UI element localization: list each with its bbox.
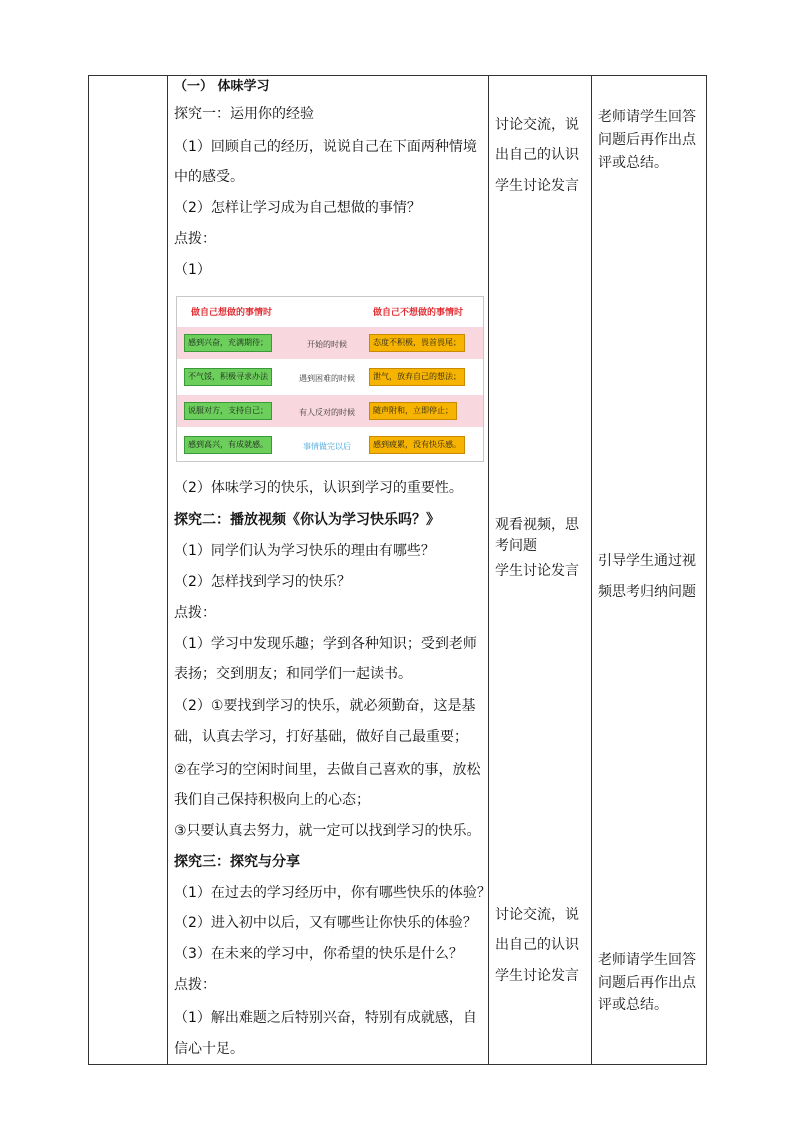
figure-row-left: 不气馁，积极寻求办法 — [184, 368, 272, 386]
figure-row-middle: 事情做完以后 — [303, 442, 351, 451]
explore1-question1-line2: 中的感受。 — [174, 169, 244, 185]
hint-number-1: （1） — [174, 262, 211, 278]
table-border-top — [88, 75, 706, 76]
teacher-note-1-line2: 问题后再作出点 — [598, 132, 696, 148]
explore1-question1-line1: （1）回顾自己的经历，说说自己在下面两种情境 — [174, 139, 477, 155]
student-activity-3-line3: 学生讨论发言 — [495, 968, 579, 984]
figure-row — [177, 395, 483, 427]
comparison-figure — [176, 296, 484, 462]
section-title: （一） 体味学习 — [174, 79, 270, 94]
explore2-hint-label: 点拨： — [174, 605, 216, 621]
explore3-hint-label: 点拨： — [174, 977, 216, 993]
figure-header-right: 做自己不想做的事情时 — [373, 308, 464, 318]
teacher-note-2-line2: 频思考归纳问题 — [598, 584, 696, 600]
student-activity-1-line2: 出自己的认识 — [495, 147, 579, 163]
explore3-hint1-line1: （1）解出难题之后特别兴奋，特别有成就感，自 — [174, 1010, 477, 1026]
table-border-left — [88, 75, 89, 1065]
explore3-question2: （2）进入初中以后，又有哪些让你快乐的体验？ — [174, 915, 477, 931]
explore2-title: 探究二：播放视频《你认为学习快乐吗？》 — [174, 512, 440, 528]
teacher-note-1-line1: 老师请学生回答 — [598, 109, 696, 125]
explore2-hint2-line1: （2）①要找到学习的快乐，就必须勤奋，这是基 — [174, 698, 476, 714]
table-border-bottom — [88, 1064, 706, 1065]
explore2-hint2-line3: ②在学习的空闲时间里，去做自己喜欢的事，放松 — [174, 762, 481, 778]
column-divider-2 — [488, 75, 489, 1065]
explore1-question2: （2）怎样让学习成为自己想做的事情？ — [174, 200, 421, 216]
teacher-note-3-line2: 问题后再作出点 — [598, 975, 696, 991]
figure-row — [177, 361, 483, 393]
teacher-note-3-line3: 评或总结。 — [598, 997, 668, 1013]
teacher-note-2-line1: 引导学生通过视 — [598, 553, 696, 569]
figure-row-left: 说服对方，支持自己； — [184, 402, 272, 420]
explore1-title: 探究一：运用你的经验 — [174, 106, 314, 122]
figure-row-left: 感到高兴，有成就感。 — [184, 436, 272, 454]
student-activity-2-line1: 观看视频，思 — [495, 517, 579, 533]
explore2-hint2-line4: 我们自己保持积极向上的心态； — [174, 792, 370, 808]
figure-row-right: 随声附和，立即停止； — [369, 402, 457, 420]
student-activity-3-line1: 讨论交流，说 — [495, 907, 579, 923]
figure-row-right: 态度不积极，畏首畏尾； — [369, 334, 465, 352]
figure-row-middle: 遇到困难的时候 — [299, 374, 355, 383]
explore2-question2: （2）怎样找到学习的快乐？ — [174, 574, 351, 590]
figure-row-middle: 有人反对的时候 — [299, 408, 355, 417]
hint-2: （2）体味学习的快乐，认识到学习的重要性。 — [174, 480, 463, 496]
student-activity-2-line3: 学生讨论发言 — [495, 563, 579, 579]
explore2-hint1-line2: 表扬；交到朋友；和同学们一起读书。 — [174, 666, 412, 682]
explore2-hint2-line2: 础，认真去学习，打好基础，做好自己最重要； — [174, 729, 468, 745]
figure-row-right: 感到疲累，没有快乐感。 — [369, 436, 465, 454]
student-activity-1-line1: 讨论交流，说 — [495, 117, 579, 133]
explore3-hint1-line2: 信心十足。 — [174, 1041, 244, 1057]
figure-row — [177, 327, 483, 359]
column-divider-1 — [167, 75, 168, 1065]
figure-header-left: 做自己想做的事情时 — [191, 308, 273, 318]
explore3-title: 探究三：探究与分享 — [174, 854, 300, 870]
explore2-hint1-line1: （1）学习中发现乐趣；学到各种知识；受到老师 — [174, 636, 477, 652]
figure-row-middle: 开始的时候 — [307, 340, 347, 349]
figure-row-right: 泄气，放弃自己的想法； — [369, 368, 465, 386]
explore2-hint2-line5: ③只要认真去努力，就一定可以找到学习的快乐。 — [174, 823, 481, 839]
explore3-question3: （3）在未来的学习中，你希望的快乐是什么？ — [174, 946, 463, 962]
teacher-note-1-line3: 评或总结。 — [598, 155, 668, 171]
explore3-question1: （1）在过去的学习经历中，你有哪些快乐的体验？ — [174, 885, 491, 901]
column-divider-3 — [591, 75, 592, 1065]
figure-row — [177, 429, 483, 460]
table-border-right — [706, 75, 707, 1065]
student-activity-2-line2: 考问题 — [495, 538, 537, 554]
student-activity-1-line3: 学生讨论发言 — [495, 178, 579, 194]
hint-label: 点拨： — [174, 231, 216, 247]
explore2-question1: （1）同学们认为学习快乐的理由有哪些？ — [174, 543, 435, 559]
teacher-note-3-line1: 老师请学生回答 — [598, 952, 696, 968]
figure-row-left: 感到兴奋，充满期待； — [184, 334, 272, 352]
student-activity-3-line2: 出自己的认识 — [495, 937, 579, 953]
